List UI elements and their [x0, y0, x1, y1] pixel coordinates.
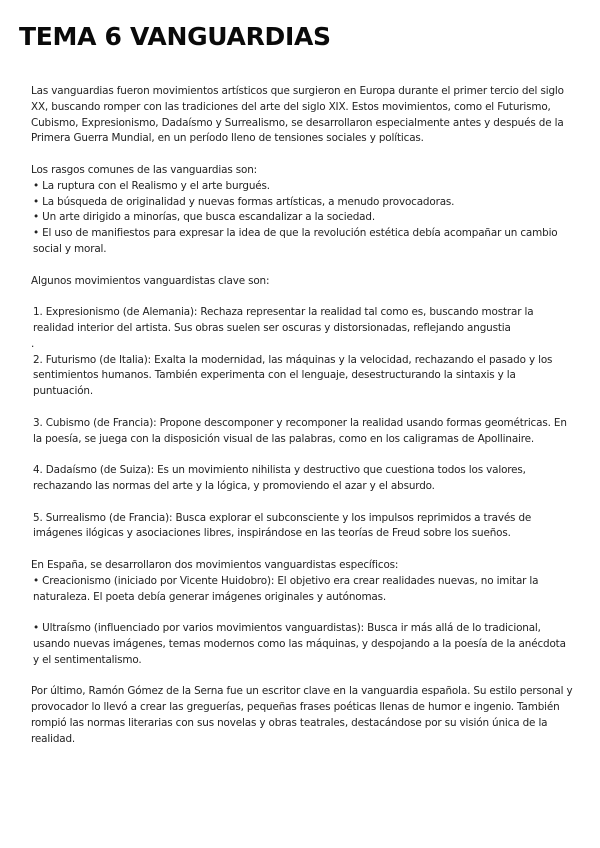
rasgos-heading: Los rasgos comunes de las vanguardias son:	[31, 163, 257, 176]
conclusion-paragraph: Por último, Ramón Gómez de la Serna fue un escritor clave en la vanguardia española. Su estilo personal y provocador lo llevó a crear las greguerías, pequeñas frases poéticas llenas de humor e ingenio. También rompió las normas literarias con sus novelas y obras teatrales, destacándose por su visión única de la realidad.	[31, 685, 573, 745]
movimiento-expresionismo: 1. Expresionismo (de Alemania): Rechaza representar la realidad tal como es, buscando mostrar la realidad interior del artista. Sus obras suelen ser oscuras y distorsionadas, reflejando angustia	[33, 306, 534, 334]
rasgo-item: • Un arte dirigido a minorías, que busca escandalizar a la sociedad.	[33, 211, 375, 224]
movimiento-surrealismo: 5. Surrealismo (de Francia): Busca explorar el subconsciente y los impulsos reprimidos a través de imágenes ilógicas y asociaciones libres, inspirándose en las teorías de Freud sobre los sueños.	[33, 511, 532, 540]
ultraismo-item: • Ultraísmo (influenciado por varios movimientos vanguardistas): Busca ir más allá de lo tradicional, usando nuevas imágenes, temas modernos como las máquinas, y despojando a la poesía de la anécdota y el sentimentalismo.	[33, 622, 566, 666]
intro-paragraph: Las vanguardias fueron movimientos artísticos que surgieron en Europa durante el primer tercio del siglo XX, buscando romper con las tradiciones del arte del siglo XIX. Estos movimientos, como el Futurismo, Cubismo, Expresionismo, Dadaísmo y Surrealismo, se desarrollaron especialmente antes y después de la Primera Guerra Mundial, en un período lleno de tensiones sociales y políticas.	[31, 85, 564, 145]
page-title: TEMA 6 VANGUARDIAS	[19, 22, 331, 51]
movimientos-heading: Algunos movimientos vanguardistas clave son:	[31, 274, 270, 287]
rasgo-item: • La búsqueda de originalidad y nuevas formas artísticas, a menudo provocadoras.	[33, 195, 455, 208]
espana-heading: En España, se desarrollaron dos movimientos vanguardistas específicos:	[31, 558, 399, 571]
expresionismo-trailing-dot: .	[31, 337, 35, 350]
creacionismo-item: • Creacionismo (iniciado por Vicente Huidobro): El objetivo era crear realidades nuevas, no imitar la naturaleza. El poeta debía generar imágenes originales y autónomas.	[33, 574, 539, 603]
movimiento-dadaismo: 4. Dadaísmo (de Suiza): Es un movimiento nihilista y destructivo que cuestiona todos los valores, rechazando las normas del arte y la lógica, y promoviendo el azar y el absurdo.	[33, 464, 526, 492]
rasgo-item: • La ruptura con el Realismo y el arte burgués.	[33, 179, 270, 192]
document-body	[31, 84, 573, 747]
rasgo-item: • El uso de manifiestos para expresar la idea de que la revolución estética debía acompañar un cambio social y moral.	[33, 227, 558, 255]
movimiento-cubismo: 3. Cubismo (de Francia): Propone descomponer y recomponer la realidad usando formas geométricas. En la poesía, se juega con la disposición visual de las palabras, como en los caligramas de Apollinaire.	[33, 416, 567, 445]
movimiento-futurismo: 2. Futurismo (de Italia): Exalta la modernidad, las máquinas y la velocidad, rechazando el pasado y los sentimientos humanos. También experimenta con el lenguaje, desestructurando la sintaxis y la puntuación.	[33, 353, 553, 398]
